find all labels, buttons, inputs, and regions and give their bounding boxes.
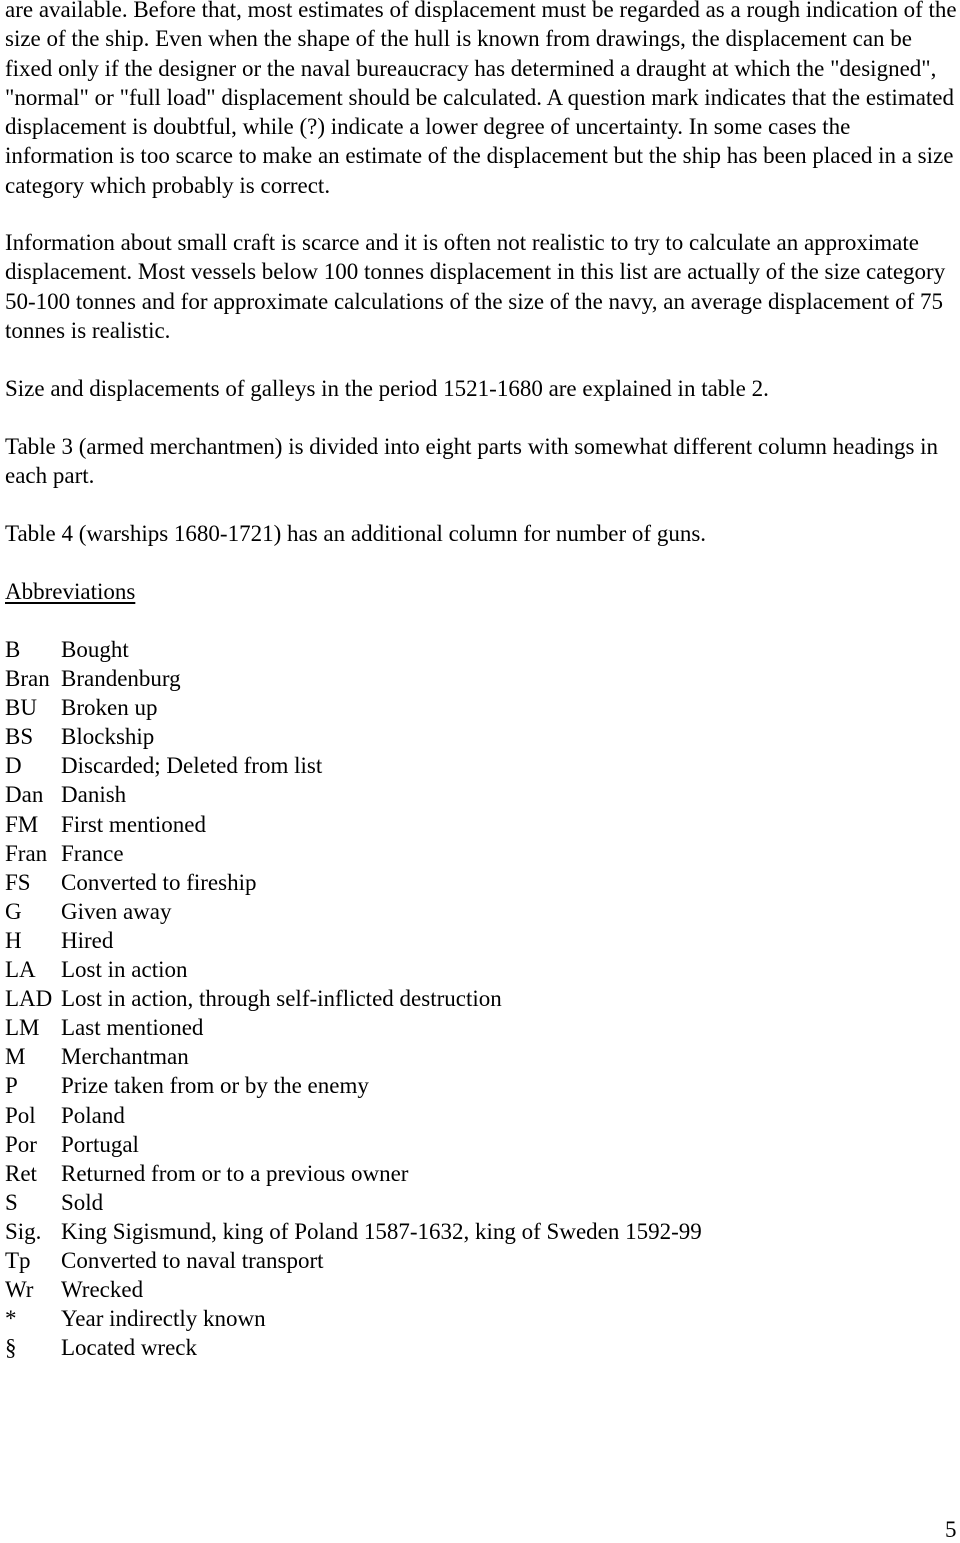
abbreviation-code: LM <box>5 1015 40 1041</box>
abbreviation-row <box>5 1275 702 1304</box>
abbreviation-meaning: Given away <box>61 898 172 924</box>
abbreviation-code: Dan <box>5 782 44 808</box>
abbreviation-row <box>5 693 702 722</box>
abbreviation-code: LAD <box>5 986 53 1012</box>
abbreviation-row <box>5 984 702 1013</box>
paragraph-small-craft: Information about small craft is scarce and it is often not realistic to try to calculate an approximate displacement. Most vessels below 100 tonnes displacement in this list are actually of the size category 50-100 tonnes and for approximate calculations of the size of the navy, an average displacement of 75 tonnes is realistic. <box>5 230 946 343</box>
abbreviation-meaning: Prize taken from or by the enemy <box>61 1073 369 1099</box>
abbreviation-meaning: Wrecked <box>61 1277 144 1303</box>
abbreviation-row <box>5 868 702 897</box>
abbreviation-code: D <box>5 753 22 779</box>
abbreviation-code: Tp <box>5 1247 31 1273</box>
abbreviation-code: M <box>5 1044 26 1070</box>
abbreviation-meaning: Converted to naval transport <box>61 1247 324 1273</box>
abbreviation-row <box>5 1042 702 1071</box>
abbreviation-meaning: Lost in action, through self-inflicted destruction <box>61 986 502 1012</box>
abbreviation-meaning: Returned from or to a previous owner <box>61 1160 409 1186</box>
abbreviation-meaning: Discarded; Deleted from list <box>61 753 323 779</box>
abbreviation-row <box>5 1246 702 1275</box>
abbreviation-row <box>5 1159 702 1188</box>
abbreviation-code: G <box>5 898 22 924</box>
page-number: 5 <box>945 1517 957 1542</box>
abbreviation-meaning: Blockship <box>61 724 155 750</box>
abbreviation-row <box>5 664 702 693</box>
abbreviation-row <box>5 1217 702 1246</box>
abbreviation-meaning: France <box>61 840 124 866</box>
abbreviation-row <box>5 635 702 664</box>
abbreviation-row <box>5 955 702 984</box>
abbreviation-row <box>5 1304 702 1333</box>
abbreviation-row <box>5 1101 702 1130</box>
abbreviation-code: Ret <box>5 1160 37 1186</box>
abbreviation-row <box>5 897 702 926</box>
abbreviation-code: Pol <box>5 1102 36 1128</box>
abbreviation-meaning: Located wreck <box>61 1335 198 1361</box>
abbreviation-meaning: Broken up <box>61 695 158 721</box>
abbreviation-meaning: Hired <box>61 927 114 953</box>
paragraph-table-4: Table 4 (warships 1680-1721) has an additional column for number of guns. <box>5 521 707 546</box>
abbreviation-meaning: Merchantman <box>61 1044 189 1070</box>
abbreviations-list <box>5 635 702 1362</box>
abbreviation-row <box>5 722 702 751</box>
abbreviation-row <box>5 839 702 868</box>
abbreviation-meaning: Bought <box>61 637 129 662</box>
abbreviation-code: S <box>5 1189 18 1215</box>
abbreviation-meaning: Year indirectly known <box>61 1306 266 1332</box>
abbreviation-row <box>5 1013 702 1042</box>
abbreviation-meaning: First mentioned <box>61 811 207 837</box>
abbreviation-code: Por <box>5 1131 37 1157</box>
abbreviation-meaning: Sold <box>61 1189 104 1215</box>
abbreviation-code: B <box>5 637 21 662</box>
abbreviation-code: BU <box>5 695 37 721</box>
abbreviation-row <box>5 1333 702 1362</box>
abbreviation-code: Fran <box>5 840 48 866</box>
abbreviation-meaning: Lost in action <box>61 957 188 983</box>
abbreviation-row <box>5 780 702 809</box>
abbreviation-row <box>5 1130 702 1159</box>
abbreviation-meaning: Converted to fireship <box>61 869 257 895</box>
abbreviation-code: BS <box>5 724 34 750</box>
abbreviation-code: LA <box>5 957 36 983</box>
abbreviation-code: Bran <box>5 666 50 692</box>
abbreviation-code: § <box>5 1335 17 1361</box>
abbreviation-row <box>5 810 702 839</box>
abbreviation-row <box>5 1188 702 1217</box>
abbreviation-code: Wr <box>5 1277 34 1303</box>
abbreviation-meaning: Last mentioned <box>61 1015 204 1041</box>
abbreviation-meaning: Portugal <box>61 1131 139 1157</box>
abbreviation-row <box>5 926 702 955</box>
paragraph-galleys: Size and displacements of galleys in the period 1521-1680 are explained in table 2. <box>5 376 769 401</box>
abbreviation-meaning: Poland <box>61 1102 125 1128</box>
abbreviations-heading: Abbreviations <box>5 579 136 604</box>
abbreviation-meaning: King Sigismund, king of Poland 1587-1632, king of Sweden 1592-99 <box>61 1218 702 1244</box>
abbreviation-code: P <box>5 1073 18 1099</box>
abbreviation-code: Sig. <box>5 1218 42 1244</box>
abbreviation-row <box>5 1071 702 1100</box>
abbreviation-meaning: Danish <box>61 782 127 808</box>
abbreviation-code: H <box>5 927 22 953</box>
abbreviation-code: * <box>5 1306 17 1332</box>
abbreviation-code: FM <box>5 811 39 837</box>
abbreviation-code: FS <box>5 869 31 895</box>
paragraph-displacement-estimates: are available. Before that, most estimates of displacement must be regarded as a rough indication of the size of the ship. Even when the shape of the hull is known from drawings, the displacement can be fixed only if the designer or the naval bureaucracy has determined a draught at which the "designed", "normal" or "full load" displacement should be calculated. A question mark indicates that the estimated displacement is doubtful, while (?) indicate a lower degree of uncertainty. In some cases the information is too scarce to make an estimate of the displacement but the ship has been placed in a size category which probably is correct. <box>5 0 957 198</box>
paragraph-table-3: Table 3 (armed merchantmen) is divided into eight parts with somewhat different column headings in each part. <box>5 434 939 489</box>
abbreviation-row <box>5 751 702 780</box>
abbreviation-meaning: Brandenburg <box>61 666 181 692</box>
